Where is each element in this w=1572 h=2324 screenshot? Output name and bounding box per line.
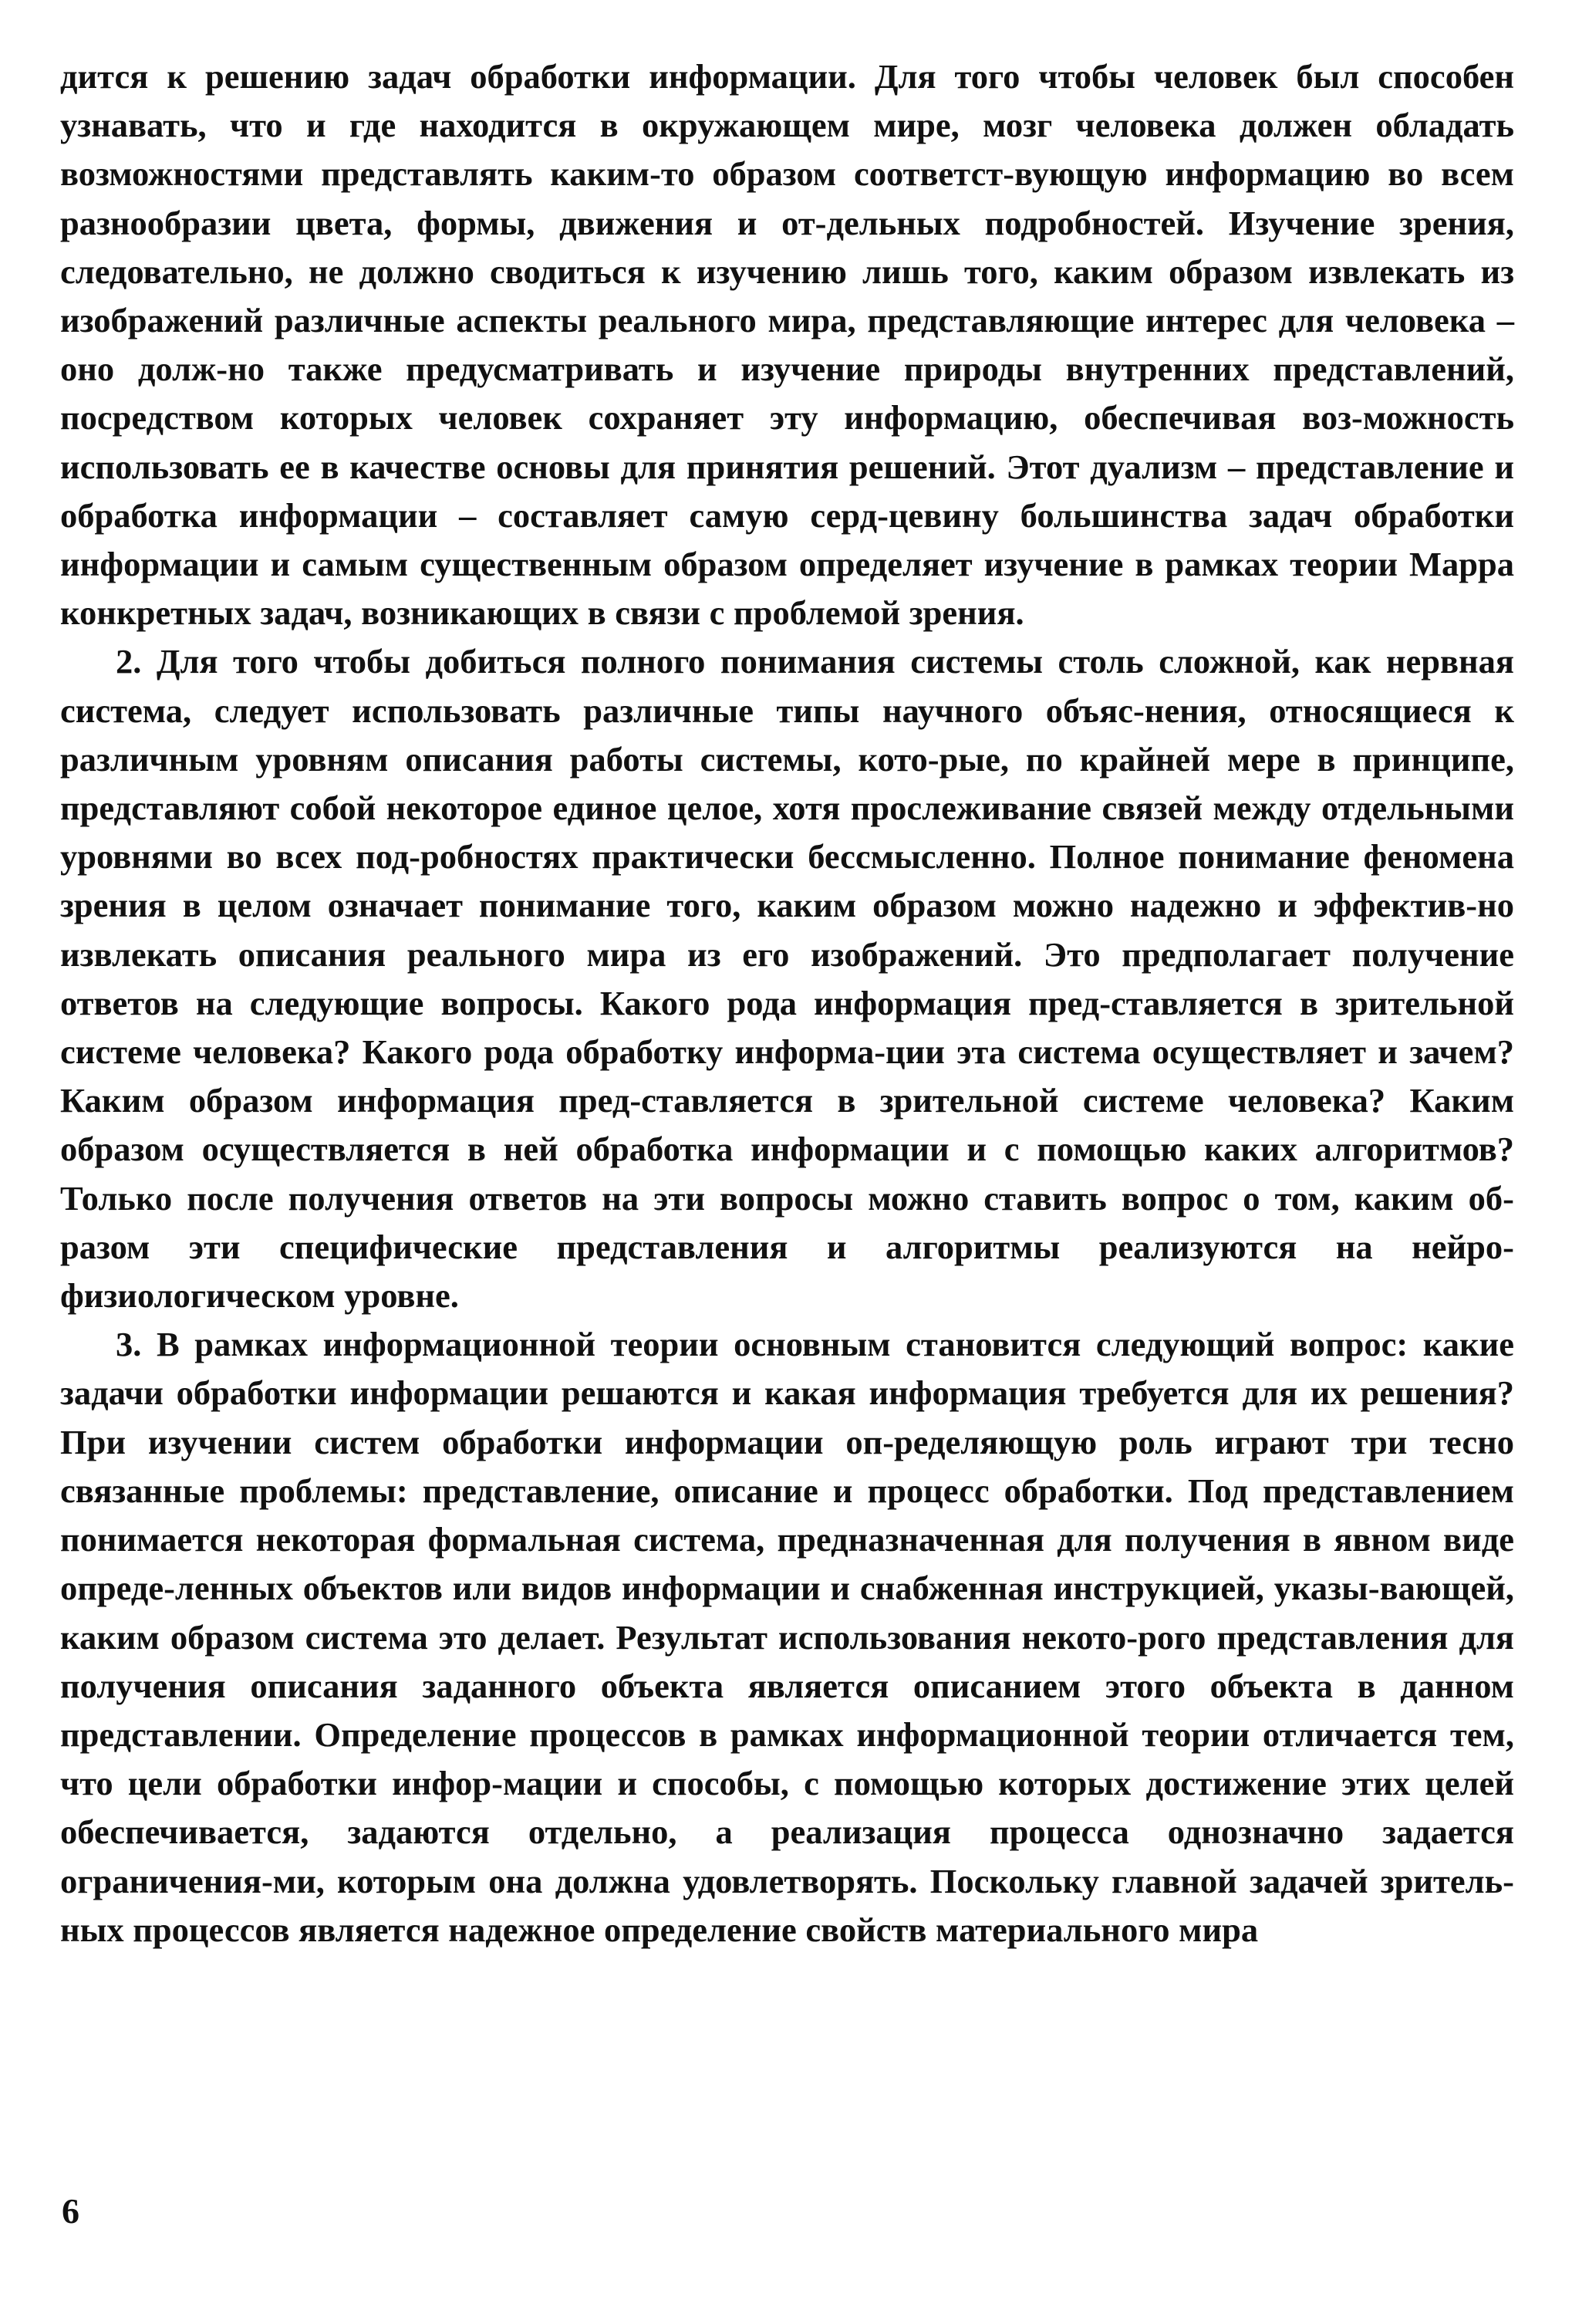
page-number: 6 [62,2191,79,2231]
paragraph-point-3: 3. В рамках информационной теории основным становится следующий вопрос: какие задачи обработки информации решаются и какая информация требуется для их решения? При изучении систем обработки информации оп-ределяющую роль играют три тесно связанные проблемы: представление, описание и процесс обработки. Под представлением понимается некоторая формальная система, предназначенная для получения в явном виде опреде-ленных объектов или видов информации и снабженная инструкцией, указы-вающей, каким образом система это делает. Результат использования некото-рого представления для получения описания заданного объекта является описанием этого объекта в данном представлении. Определение процессов в рамках информационной теории отличается тем, что цели обработки инфор-мации и способы, с помощью которых достижение этих целей обеспечивается, задаются отдельно, а реализация процесса однозначно задается ограничения-ми, которым она должна удовлетворять. Поскольку главной задачей зритель-ных процессов является надежное определение свойств материального мира [60,1325,1514,1949]
paragraph-continuation: дится к решению задач обработки информации. Для того чтобы человек был способен узнавать, что и где находится в окружающем мире, мозг человека должен обладать возможностями представлять каким-то образом соответст-вующую информацию во всем разнообразии цвета, формы, движения и от-дельных подробностей. Изучение зрения, следовательно, не должно сводиться к изучению лишь того, каким образом извлекать из изображений различные аспекты реального мира, представляющие интерес для человека – оно долж-но также предусматривать и изучение природы внутренних представлений, посредством которых человек сохраняет эту информацию, обеспечивая воз-можность использовать ее в качестве основы для принятия решений. Этот дуализм – представление и обработка информации – составляет самую серд-цевину большинства задач обработки информации и самым существенным образом определяет изучение в рамках теории Марра конкретных задач, возникающих в связи с проблемой зрения. [60,57,1514,633]
paragraph-point-2: 2. Для того чтобы добиться полного понимания системы столь сложной, как нервная система, следует использовать различные типы научного объяс-нения, относящиеся к различным уровням описания работы системы, кото-рые, по крайней мере в принципе, представляют собой некоторое единое целое, хотя прослеживание связей между отдельными уровнями во всех под-робностях практически бессмысленно. Полное понимание феномена зрения в целом означает понимание того, каким образом можно надежно и эффектив-но извлекать описания реального мира из его изображений. Это предполагает получение ответов на следующие вопросы. Какого рода информация пред-ставляется в зрительной системе человека? Какого рода обработку информа-ции эта система осуществляет и зачем? Каким образом информация пред-ставляется в зрительной системе человека? Каким образом осуществляется в ней обработка информации и с помощью каких алгоритмов? Только после получения ответов на эти вопросы можно ставить вопрос о том, каким об-разом эти специфические представления и алгоритмы реализуются на нейро-физиологическом уровне. [60,642,1514,1316]
page-body [60,52,1514,1954]
